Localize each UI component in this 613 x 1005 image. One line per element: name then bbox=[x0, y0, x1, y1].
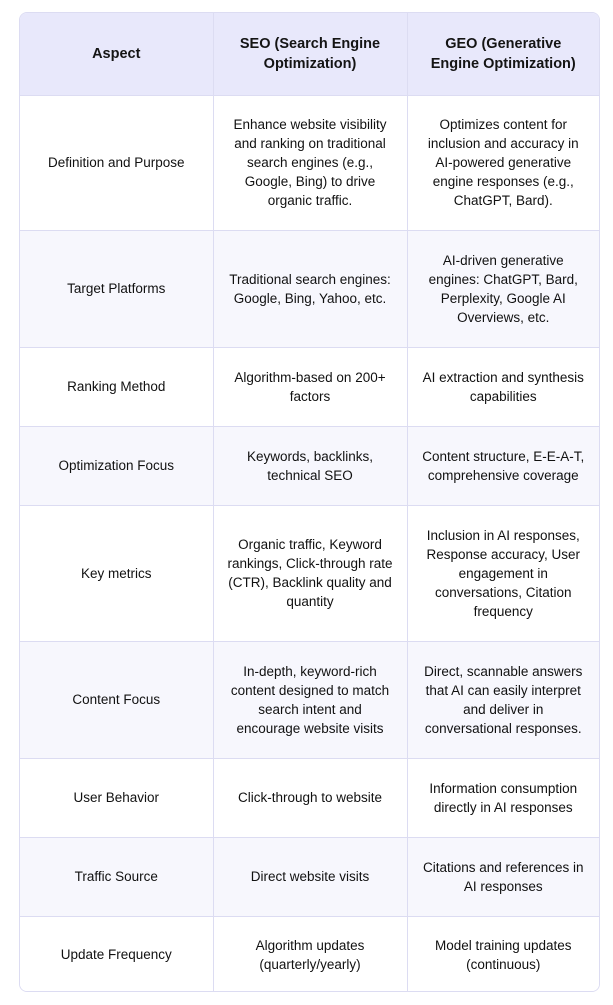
cell-aspect: Traffic Source bbox=[20, 837, 213, 916]
cell-aspect: User Behavior bbox=[20, 758, 213, 837]
cell-seo: Enhance website visibility and ranking on traditional search engines (e.g., Google, Bing) to drive organic traffic. bbox=[213, 95, 407, 230]
table-row bbox=[20, 95, 599, 230]
table-row bbox=[20, 916, 599, 992]
cell-geo: Optimizes content for inclusion and accuracy in AI-powered generative engine responses (e.g., ChatGPT, Bard). bbox=[407, 95, 599, 230]
header-geo: GEO (Generative Engine Optimization) bbox=[407, 13, 599, 95]
header-row bbox=[20, 13, 599, 95]
cell-geo: Model training updates (continuous) bbox=[407, 916, 599, 992]
cell-geo: AI-driven generative engines: ChatGPT, Bard, Perplexity, Google AI Overviews, etc. bbox=[407, 230, 599, 347]
comparison-table-container bbox=[19, 12, 600, 992]
cell-aspect: Ranking Method bbox=[20, 347, 213, 426]
cell-aspect: Update Frequency bbox=[20, 916, 213, 992]
cell-geo: Information consumption directly in AI responses bbox=[407, 758, 599, 837]
cell-seo: Keywords, backlinks, technical SEO bbox=[213, 426, 407, 505]
table-row bbox=[20, 758, 599, 837]
cell-aspect: Target Platforms bbox=[20, 230, 213, 347]
table-body bbox=[20, 95, 599, 992]
cell-geo: AI extraction and synthesis capabilities bbox=[407, 347, 599, 426]
cell-aspect: Content Focus bbox=[20, 641, 213, 758]
cell-aspect: Optimization Focus bbox=[20, 426, 213, 505]
header-aspect: Aspect bbox=[20, 13, 213, 95]
table-row bbox=[20, 641, 599, 758]
cell-seo: Traditional search engines: Google, Bing, Yahoo, etc. bbox=[213, 230, 407, 347]
table-row bbox=[20, 230, 599, 347]
cell-seo: Algorithm-based on 200+ factors bbox=[213, 347, 407, 426]
header-seo: SEO (Search Engine Optimization) bbox=[213, 13, 407, 95]
cell-aspect: Key metrics bbox=[20, 505, 213, 641]
cell-aspect: Definition and Purpose bbox=[20, 95, 213, 230]
table-row bbox=[20, 505, 599, 641]
cell-seo: Algorithm updates (quarterly/yearly) bbox=[213, 916, 407, 992]
table-row bbox=[20, 426, 599, 505]
cell-geo: Citations and references in AI responses bbox=[407, 837, 599, 916]
cell-geo: Direct, scannable answers that AI can easily interpret and deliver in conversational responses. bbox=[407, 641, 599, 758]
table-header bbox=[20, 13, 599, 95]
seo-geo-comparison-table bbox=[20, 13, 599, 992]
table-row bbox=[20, 837, 599, 916]
table-row bbox=[20, 347, 599, 426]
cell-seo: Direct website visits bbox=[213, 837, 407, 916]
cell-geo: Content structure, E-E-A-T, comprehensive coverage bbox=[407, 426, 599, 505]
cell-seo: Organic traffic, Keyword rankings, Click-through rate (CTR), Backlink quality and quantity bbox=[213, 505, 407, 641]
cell-seo: Click-through to website bbox=[213, 758, 407, 837]
cell-seo: In-depth, keyword-rich content designed to match search intent and encourage website visits bbox=[213, 641, 407, 758]
cell-geo: Inclusion in AI responses, Response accuracy, User engagement in conversations, Citation frequency bbox=[407, 505, 599, 641]
